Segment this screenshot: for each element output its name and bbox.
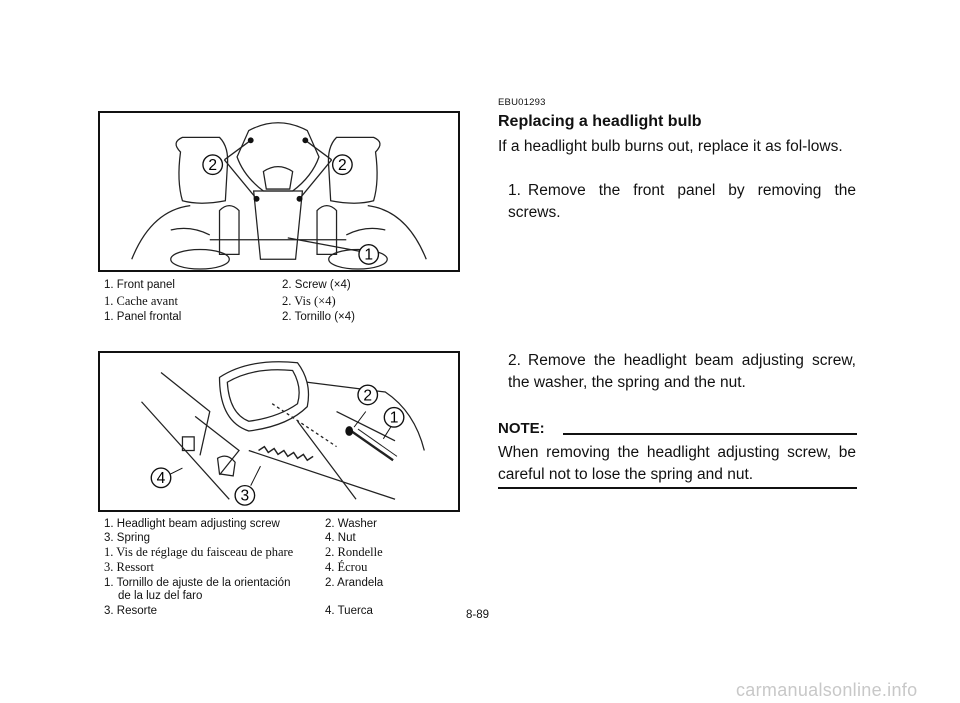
fig2-caption-es-a1: 1. Tornillo de ajuste de la orientación	[104, 577, 291, 589]
svg-text:1: 1	[364, 246, 374, 264]
callout-4	[151, 468, 171, 488]
svg-text:3: 3	[240, 487, 250, 505]
step-2-number: 2.	[508, 352, 521, 369]
svg-text:2: 2	[363, 387, 373, 405]
step-2-text: Remove the headlight beam adjusting screw, the washer, the spring and the nut.	[508, 352, 856, 391]
fig2-caption-es-b1: 2. Arandela	[325, 577, 384, 589]
intro-paragraph: If a headlight bulb burns out, replace it as fol-lows.	[498, 138, 843, 155]
fig1-caption-es-b: 2. Tornillo (×4)	[282, 311, 355, 323]
step-1-text: Remove the front panel by removing the screws.	[508, 182, 856, 221]
callout-2-right	[333, 155, 353, 175]
note-rule-bottom	[498, 487, 857, 489]
callout-2-left	[203, 155, 223, 175]
fig1-caption-en-a: 1. Front panel	[104, 279, 175, 291]
callout-3	[235, 486, 255, 506]
watermark: carmanualsonline.info	[736, 680, 918, 700]
fig2-caption-en-b1: 2. Washer	[325, 518, 377, 530]
fig2-caption-en-a2: 3. Spring	[104, 532, 151, 544]
fig1-caption-fr-a: 1. Cache avant	[104, 294, 178, 308]
fig1-caption-es-a: 1. Panel frontal	[104, 311, 182, 323]
step-1	[508, 180, 856, 224]
fig1-caption-fr-b: 2. Vis (×4)	[282, 294, 336, 308]
fig2-caption-en-a1: 1. Headlight beam adjusting screw	[104, 518, 280, 530]
fig2-caption-fr-b2: 4. Écrou	[325, 560, 368, 574]
step-2	[508, 350, 856, 394]
svg-text:2: 2	[208, 157, 218, 175]
fig2-caption-es-a1-cont: de la luz del faro	[118, 590, 203, 602]
step-1-number: 1.	[508, 182, 521, 199]
page-number: 8-89	[466, 609, 490, 621]
figure-headlight-screw	[98, 351, 460, 512]
note-text: When removing the headlight adjusting screw, be careful not to lose the spring and nut.	[498, 444, 856, 483]
callout-1	[359, 245, 379, 265]
section-code: EBU01293	[498, 97, 546, 108]
callout-2	[358, 385, 378, 405]
note-rule-top	[563, 433, 857, 435]
section-heading: Replacing a headlight bulb	[498, 113, 702, 130]
fig2-caption-es-b2: 4. Tuerca	[325, 605, 373, 617]
note-label: NOTE:	[498, 420, 545, 437]
callout-1	[384, 408, 404, 428]
fig2-caption-es-a2: 3. Resorte	[104, 605, 158, 617]
figure-front-panel	[98, 111, 460, 272]
svg-text:1: 1	[389, 409, 399, 427]
svg-text:4: 4	[156, 470, 166, 488]
fig2-caption-fr-a1: 1. Vis de réglage du faisceau de phare	[104, 545, 294, 559]
front-panel-illustration	[100, 113, 458, 270]
fig2-caption-fr-b1: 2. Rondelle	[325, 545, 383, 559]
fig2-caption-fr-a2: 3. Ressort	[104, 560, 154, 574]
fig1-caption-en-b: 2. Screw (×4)	[282, 279, 351, 291]
fig2-caption-en-b2: 4. Nut	[325, 532, 356, 544]
svg-text:2: 2	[338, 157, 347, 175]
headlight-screw-illustration	[100, 353, 458, 510]
